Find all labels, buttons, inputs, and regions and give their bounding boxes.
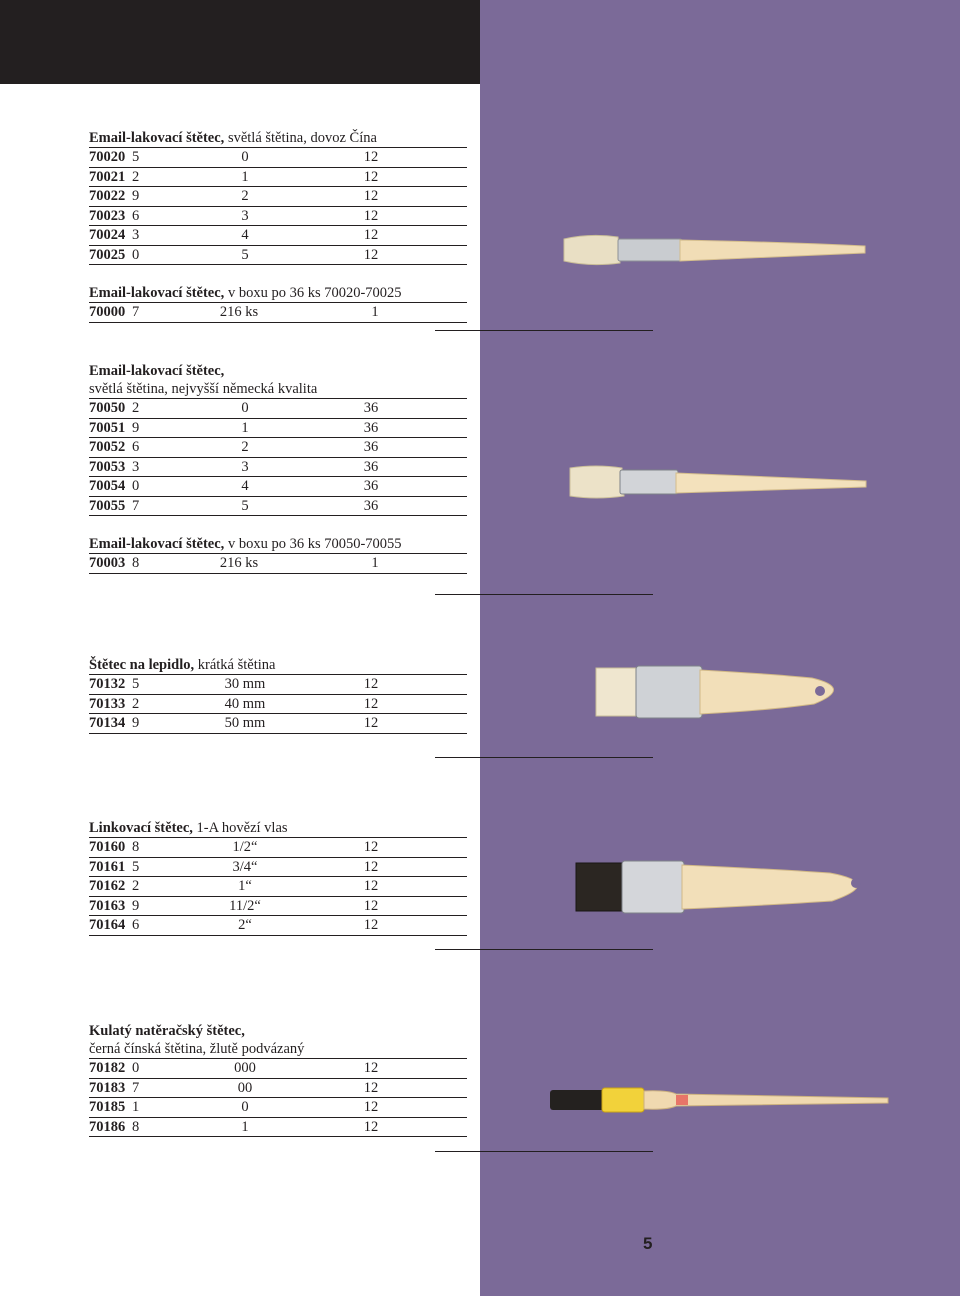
flat-brush-image-2 <box>566 460 871 506</box>
table-row: 70183 7 00 12 <box>89 1079 467 1099</box>
section-email-brush-german <box>89 362 467 574</box>
separator-line <box>435 949 653 950</box>
table-row: 70052 6 2 36 <box>89 438 467 458</box>
section-title: Email-lakovací štětec, světlá štětina, dovoz Čína <box>89 130 377 146</box>
page-number: 5 <box>643 1234 653 1253</box>
table-row: 70055 7 5 36 <box>89 497 467 517</box>
section-glue-brush <box>89 656 467 734</box>
table-row: 70185 1 0 12 <box>89 1098 467 1118</box>
box-title: Email-lakovací štětec, v boxu po 36 ks 70050-70055 <box>89 536 402 552</box>
section-title: Kulatý natěračský štětec, <box>89 1023 245 1039</box>
table-row: 70133 2 40 mm 12 <box>89 695 467 715</box>
separator-line <box>435 594 653 595</box>
section-title: Email-lakovací štětec, <box>89 363 225 379</box>
table-row: 70053 3 3 36 <box>89 458 467 478</box>
box-title: Email-lakovací štětec, v boxu po 36 ks 70020-70025 <box>89 285 402 301</box>
table-row: 70025 0 5 12 <box>89 246 467 266</box>
table-row: 70164 6 2“ 12 <box>89 916 467 936</box>
separator-line <box>435 330 653 331</box>
separator-line <box>435 757 653 758</box>
section-subtitle: světlá štětina, nejvyšší německá kvalita <box>89 381 318 397</box>
flat-brush-image-1 <box>560 225 870 275</box>
round-brush-image <box>548 1084 898 1116</box>
table-row: 70163 9 11/2“ 12 <box>89 897 467 917</box>
table-row: 70054 0 4 36 <box>89 477 467 497</box>
table-row: 70000 7 216 ks 1 <box>89 302 467 323</box>
table-row: 70050 2 0 36 <box>89 398 467 419</box>
glue-brush-image <box>592 660 857 722</box>
lining-brush-image <box>572 855 890 919</box>
table-row: 70021 2 1 12 <box>89 168 467 188</box>
table-row: 70132 5 30 mm 12 <box>89 674 467 695</box>
table-row: 70003 8 216 ks 1 <box>89 553 467 574</box>
table-row: 70182 0 000 12 <box>89 1058 467 1079</box>
section-round-brush <box>89 1022 467 1137</box>
table-row: 70161 5 3/4“ 12 <box>89 858 467 878</box>
table-row: 70186 8 1 12 <box>89 1118 467 1138</box>
section-title: Linkovací štětec, 1-A hovězí vlas <box>89 820 288 836</box>
table-row: 70160 8 1/2“ 12 <box>89 837 467 858</box>
table-row: 70024 3 4 12 <box>89 226 467 246</box>
table-row: 70134 9 50 mm 12 <box>89 714 467 734</box>
table-row: 70020 5 0 12 <box>89 147 467 168</box>
separator-line <box>435 1151 653 1152</box>
table-row: 70162 2 1“ 12 <box>89 877 467 897</box>
section-subtitle: černá čínská štětina, žlutě podvázaný <box>89 1041 305 1057</box>
table-row: 70023 6 3 12 <box>89 207 467 227</box>
table-row: 70051 9 1 36 <box>89 419 467 439</box>
table-row: 70022 9 2 12 <box>89 187 467 207</box>
section-lining-brush <box>89 819 467 936</box>
section-title: Štětec na lepidlo, krátká štětina <box>89 657 276 673</box>
section-email-brush-china <box>89 129 467 323</box>
